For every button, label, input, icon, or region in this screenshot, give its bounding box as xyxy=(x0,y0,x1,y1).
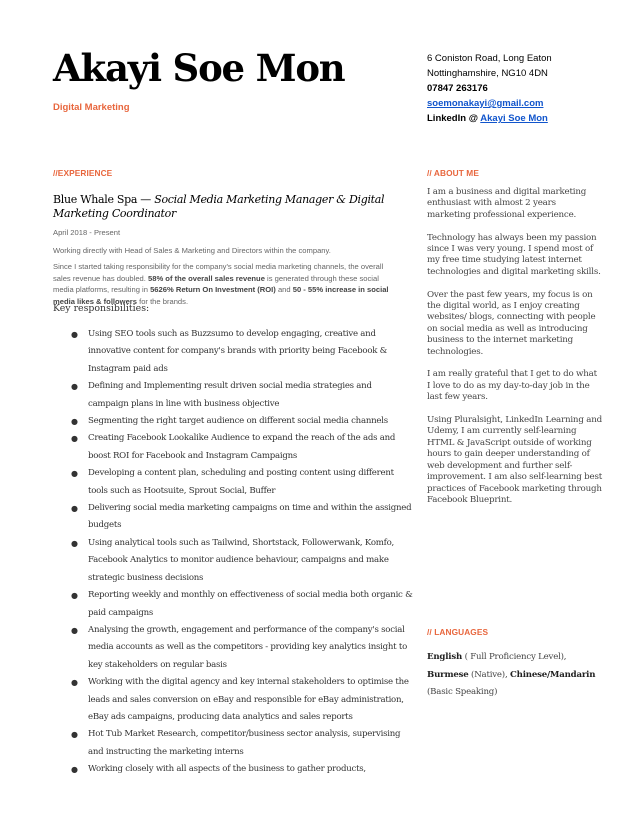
bullet-icon: ● xyxy=(71,678,78,688)
experience-heading: //EXPERIENCE xyxy=(53,168,113,178)
list-item xyxy=(53,378,413,413)
list-item-text: Analysing the growth, engagement and performance of the company's social media accounts as well as the competitors - providing key analytics insight to key stakeholders on regular basis xyxy=(88,624,407,670)
list-item xyxy=(53,587,413,622)
language-chinese-level: (Basic Speaking) xyxy=(427,687,498,697)
summary-text-1: Since I started taking responsibility for the company's social media marketing channels, the overall sales revenue has doubled. xyxy=(53,262,384,283)
address-line-2: Nottinghamshire, NG10 4DN xyxy=(427,68,548,79)
about-paragraph: I am really grateful that I get to do what I love to do as my day-to-day job in the last few years. xyxy=(427,369,597,403)
summary-text-2: is generated through these social media platforms, resulting in xyxy=(53,273,379,294)
languages-section xyxy=(427,649,607,702)
list-item xyxy=(53,413,413,430)
languages-heading: // LANGUAGES xyxy=(427,627,489,637)
list-item-text: Using SEO tools such as Buzzsumo to develop engaging, creative and innovative content for company's brands with priority being Facebook & Instagram paid ads xyxy=(88,329,388,374)
list-item-text: Segmenting the right target audience on different social media channels xyxy=(88,416,388,427)
summary-highlight-roi: 5626% Return On Investment (ROI) xyxy=(150,285,276,294)
phone-number: 07847 263176 xyxy=(427,83,488,94)
responsibilities-heading: Key responsibilities: xyxy=(53,303,150,314)
language-chinese: Chinese/Mandarin xyxy=(510,669,596,680)
list-item xyxy=(53,326,413,378)
bullet-icon: ● xyxy=(71,382,78,392)
about-paragraph: I am a business and digital marketing enthusiast with almost 2 years marketing professional experience. xyxy=(427,187,587,220)
bullet-icon: ● xyxy=(71,417,78,427)
bullet-icon: ● xyxy=(71,730,78,740)
summary-highlight-revenue: 58% of the overall sales revenue xyxy=(148,273,265,283)
list-item xyxy=(53,622,413,674)
bullet-icon: ● xyxy=(71,625,78,635)
list-item-text: Defining and Implementing result driven social media strategies and campaign plans in line with business objective xyxy=(88,381,372,409)
list-item xyxy=(53,726,413,761)
linkedin-link[interactable]: Akayi Soe Mon xyxy=(480,113,548,124)
responsibilities-list xyxy=(53,326,413,779)
list-item-text: Hot Tub Market Research, competitor/business sector analysis, supervising and instructing the marketing interns xyxy=(88,729,401,757)
about-heading: // ABOUT ME xyxy=(427,168,479,178)
summary-highlight-followers: 50 - 55% increase in social media likes & followers xyxy=(53,285,389,306)
list-item-text: Creating Facebook Lookalike Audience to expand the reach of the ads and boost ROI for Facebook and Instagram Campaigns xyxy=(88,433,396,461)
list-item-text: Developing a content plan, scheduling and posting content using different tools such as Hootsuite, Sprout Social, Buffer xyxy=(88,468,394,496)
language-english-level: ( Full Proficiency Level), xyxy=(462,652,567,662)
about-section xyxy=(427,187,602,518)
job-role: Social Media Marketing Manager & Digital Marketing Coordinator xyxy=(53,193,385,220)
address-line-1: 6 Coniston Road, Long Eaton xyxy=(427,53,552,64)
linkedin-label: LinkedIn @ xyxy=(427,113,478,124)
job-summary xyxy=(53,261,401,307)
job-title xyxy=(53,193,398,221)
bullet-icon: ● xyxy=(71,538,78,548)
summary-text-4: for the brands. xyxy=(136,296,189,306)
list-item xyxy=(53,430,413,465)
list-item-text: Reporting weekly and monthly on effectiveness of social media both organic & paid campaigns xyxy=(88,590,413,618)
email-link[interactable]: soemonakayi@gmail.com xyxy=(427,98,544,109)
about-paragraph: Over the past few years, my focus is on the digital world, as I enjoy creating websites/ blogs, connecting with people on social media as well as introducing business to the internet marketing technologies. xyxy=(427,289,596,357)
job-reporting: Working directly with Head of Sales & Marketing and Directors within the company. xyxy=(53,246,331,255)
list-item xyxy=(53,535,413,587)
list-item xyxy=(53,761,413,778)
bullet-icon: ● xyxy=(71,469,78,479)
list-item xyxy=(53,500,413,535)
bullet-icon: ● xyxy=(71,504,78,514)
resume-name: Akayi Soe Mon xyxy=(53,46,345,90)
about-paragraph: Technology has always been my passion since I was very young. I spend most of my free time studying latest internet technologies and digital marketing skills. xyxy=(427,232,601,277)
resume-subtitle: Digital Marketing xyxy=(53,102,130,113)
list-item-text: Working closely with all aspects of the business to gather products, xyxy=(88,764,366,775)
list-item xyxy=(53,674,413,726)
company-name: Blue Whale Spa xyxy=(53,193,138,206)
bullet-icon: ● xyxy=(71,591,78,601)
language-english: English xyxy=(427,652,463,662)
list-item-text: Working with the digital agency and key internal stakeholders to optimise the leads and sales conversion on eBay and responsible for eBay administration, eBay ads campaigns, producing data analytics and sales reports xyxy=(88,677,409,722)
language-burmese: Burmese xyxy=(427,669,469,680)
bullet-icon: ● xyxy=(71,434,78,444)
list-item-text: Using analytical tools such as Tailwind, Shortstack, Followerwank, Komfo, Facebook Analytics to monitor audience behaviour, campaigns and make strategic business decisions xyxy=(88,537,394,583)
bullet-icon: ● xyxy=(71,330,78,339)
job-dates: April 2018 - Present xyxy=(53,228,121,237)
contact-block xyxy=(427,51,627,126)
language-burmese-level: (Native), xyxy=(468,669,511,680)
list-item-text: Delivering social media marketing campaigns on time and within the assigned budgets xyxy=(88,503,412,531)
title-separator: — xyxy=(137,193,155,206)
bullet-icon: ● xyxy=(71,765,78,775)
about-paragraph: Using Pluralsight, LinkedIn Learning and Udemy, I am currently self-learning HTML & JavaScript outside of working hours to gain deeper understanding of web development and further self-improvement. I am also self-learning best practices of Facebook marketing through Facebook Blueprint. xyxy=(427,415,602,505)
list-item xyxy=(53,465,413,500)
summary-text-3: and xyxy=(275,285,293,294)
